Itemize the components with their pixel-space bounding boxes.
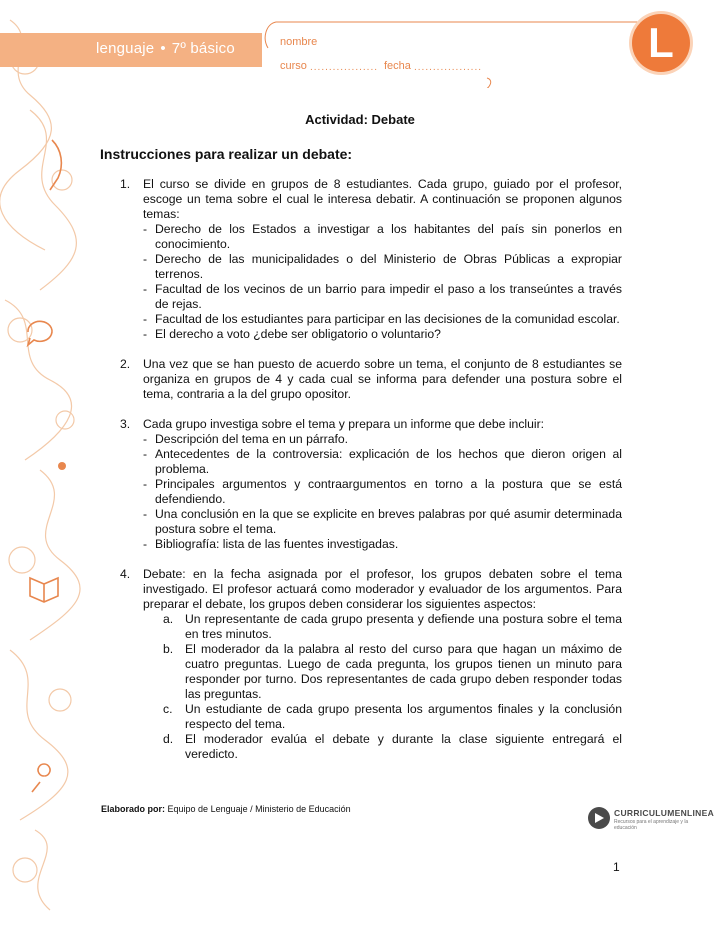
aspect-letter: b.	[163, 642, 174, 656]
aspect-text: El moderador da la palabra al resto del curso para que hagan un máximo de cuatro preguntas. Luego de cada pregunta, los grupos tienen un minuto para responder por turno. Dos representantes de cada grupo deben responder todas las preguntas.	[185, 642, 622, 701]
curriculum-en-linea-logo	[588, 807, 715, 831]
instructions-list	[120, 177, 622, 777]
item-number: 3.	[120, 417, 131, 431]
report-text: Una conclusión en la que se explicite en breves palabras por qué asumir determinada postura sobre el tema.	[155, 507, 622, 536]
topic-text: Derecho de los Estados a investigar a los habitantes del país sin ponerlos en conocimiento.	[155, 222, 622, 251]
topic-item	[143, 282, 622, 312]
list-item	[120, 357, 622, 402]
bullet-dash: -	[143, 312, 148, 326]
subject-label: lenguaje	[96, 40, 155, 57]
page-title: Actividad: Debate	[305, 112, 415, 127]
item-text: Cada grupo investiga sobre el tema y prepara un informe que debe incluir:	[143, 417, 545, 431]
instructions-heading: Instrucciones para realizar un debate:	[100, 146, 353, 162]
report-text: Principales argumentos y contraargumentos en torno a la postura que se está defendiendo.	[155, 477, 622, 506]
comma-icon	[58, 462, 66, 470]
bullet-dash: -	[143, 327, 148, 341]
aspect-item	[163, 732, 622, 762]
credit-label: Elaborado por:	[101, 804, 166, 814]
item-text: Una vez que se han puesto de acuerdo sobre un tema, el conjunto de 8 estudiantes se organiza en grupos de 4 y cada cual se informa para defender una postura sobre el tema, contraria a la del grupo opositor.	[143, 357, 622, 401]
list-item	[120, 177, 622, 342]
aspect-item	[163, 642, 622, 702]
item-number: 4.	[120, 567, 131, 581]
topic-list	[143, 222, 622, 342]
item-text: Debate: en la fecha asignada por el profesor, los grupos debaten sobre el tema investigado. El profesor actuará como moderador y evaluador de los argumentos. Para preparar el debate, los grupos deben considerar los siguientes aspectos:	[143, 567, 622, 611]
page-number: 1	[613, 860, 620, 874]
open-book-icon	[30, 578, 58, 602]
date-label: fecha	[384, 60, 411, 72]
student-info-form	[262, 18, 682, 88]
topic-text: Derecho de las municipalidades o del Ministerio de Obras Públicas a expropiar terrenos.	[155, 252, 622, 281]
report-item	[143, 507, 622, 537]
topic-item	[143, 312, 622, 327]
topic-item	[143, 252, 622, 282]
course-label: curso	[280, 60, 307, 72]
report-text: Bibliografía: lista de las fuentes investigadas.	[155, 537, 399, 551]
aspect-text: Un representante de cada grupo presenta y defiende una postura sobre el tema en tres minutos.	[185, 612, 622, 641]
decorative-border	[0, 0, 92, 932]
credit-text: Equipo de Lenguaje / Ministerio de Educación	[167, 804, 351, 814]
aspect-text: El moderador evalúa el debate y durante la clase siguiente entregará el veredicto.	[185, 732, 622, 761]
author-credit	[101, 804, 351, 814]
subject-grade	[96, 40, 235, 57]
report-item	[143, 447, 622, 477]
grade-label: 7º básico	[171, 40, 235, 57]
aspect-letter: d.	[163, 732, 174, 746]
report-item	[143, 537, 622, 552]
logo-letter: L	[648, 19, 674, 66]
report-item	[143, 432, 622, 447]
name-label: nombre	[280, 36, 318, 48]
bullet-dash: -	[143, 432, 148, 446]
aspect-item	[163, 612, 622, 642]
topic-item	[143, 327, 622, 342]
bullet-dash: -	[143, 507, 148, 521]
play-icon	[588, 807, 610, 829]
course-field[interactable]: ..................	[310, 62, 379, 73]
microphone-icon	[32, 764, 50, 792]
bullet-dash: -	[143, 252, 148, 266]
aspect-letter: c.	[163, 702, 173, 716]
separator: •	[160, 40, 166, 57]
logo-name: CURRICULUMENLINEA	[614, 808, 715, 818]
item-number: 1.	[120, 177, 131, 191]
topic-text: Facultad de los vecinos de un barrio para impedir el paso a los transeúntes a través de rejas.	[155, 282, 622, 311]
item-number: 2.	[120, 357, 131, 371]
aspect-letter: a.	[163, 612, 174, 626]
date-field[interactable]: ..................	[414, 62, 483, 73]
form-frame	[262, 18, 682, 88]
aspect-text: Un estudiante de cada grupo presenta los argumentos finales y la conclusión respecto del tema.	[185, 702, 622, 731]
report-text: Descripción del tema en un párrafo.	[155, 432, 349, 446]
bullet-dash: -	[143, 447, 148, 461]
lenguaje-logo	[632, 14, 690, 72]
list-item	[120, 417, 622, 552]
debate-aspects-list	[143, 612, 622, 762]
topic-text: El derecho a voto ¿debe ser obligatorio o voluntario?	[155, 327, 441, 341]
bullet-dash: -	[143, 282, 148, 296]
aspect-item	[163, 702, 622, 732]
bullet-dash: -	[143, 477, 148, 491]
report-item	[143, 477, 622, 507]
list-item	[120, 567, 622, 762]
report-contents-list	[143, 432, 622, 552]
bullet-dash: -	[143, 222, 148, 236]
item-text: El curso se divide en grupos de 8 estudiantes. Cada grupo, guiado por el profesor, escoge un tema sobre el cual le interesa debatir. A continuación se proponen algunos temas:	[143, 177, 622, 221]
report-text: Antecedentes de la controversia: explicación de los hechos que dieron origen al problema.	[155, 447, 622, 476]
topic-item	[143, 222, 622, 252]
logo-tagline: Recursos para el aprendizaje y la educación	[614, 819, 689, 831]
topic-text: Facultad de los estudiantes para participar en las decisiones de la comunidad escolar.	[155, 312, 620, 326]
bullet-dash: -	[143, 537, 148, 551]
